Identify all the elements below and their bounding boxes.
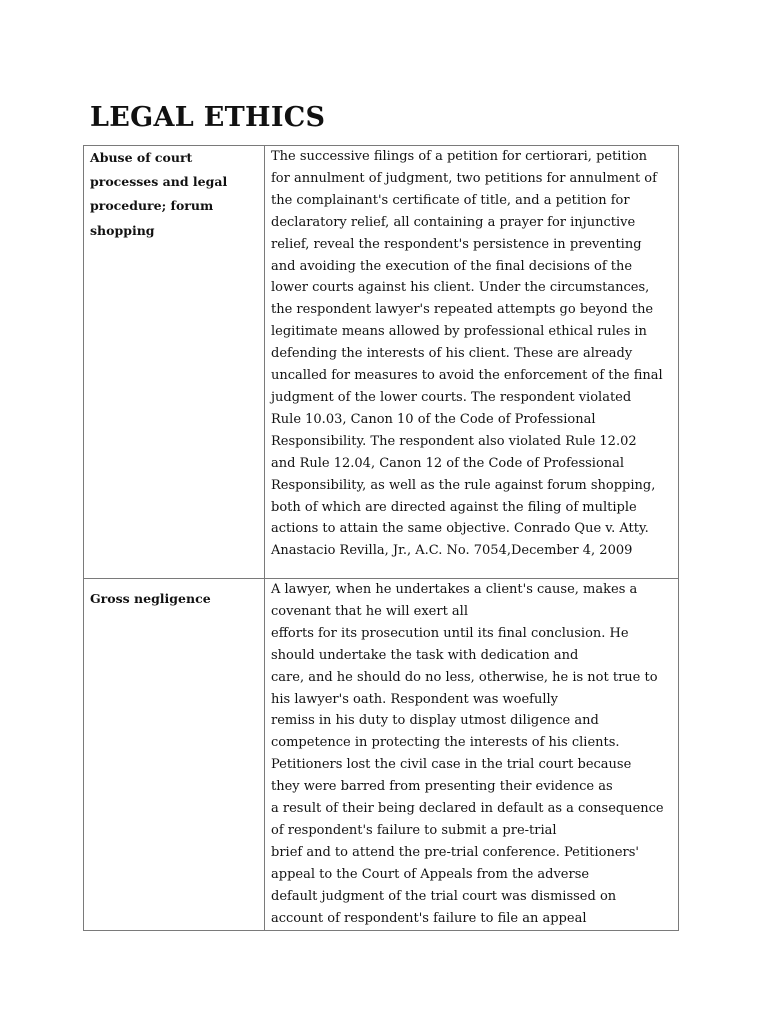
body-line: of respondent's failure to submit a pre-trial xyxy=(271,822,557,838)
body-line: efforts for its prosecution until its final conclusion. He xyxy=(271,625,629,641)
body-line: actions to attain the same objective. Conrado Que v. Atty. xyxy=(271,521,649,537)
body-line: account of respondent's failure to file an appeal xyxy=(271,910,587,926)
body-line: a result of their being declared in default as a consequence xyxy=(271,801,664,817)
body-line: covenant that he will exert all xyxy=(271,603,468,619)
body-line: relief, reveal the respondent's persistence in preventing xyxy=(271,236,642,252)
body-line: Rule 10.03, Canon 10 of the Code of Professional xyxy=(271,411,596,427)
body-line: judgment of the lower courts. The respondent violated xyxy=(271,389,632,405)
body-line: his lawyer's oath. Respondent was woefully xyxy=(271,691,559,707)
body-cell xyxy=(265,146,679,579)
table-row xyxy=(84,146,679,579)
body-line: declaratory relief, all containing a prayer for injunctive xyxy=(271,214,636,230)
body-line: and Rule 12.04, Canon 12 of the Code of Professional xyxy=(271,455,625,471)
body-line: uncalled for measures to avoid the enforcement of the final xyxy=(271,368,663,384)
body-line: A lawyer, when he undertakes a client's cause, makes a xyxy=(271,582,638,597)
body-line: Responsibility. The respondent also violated Rule 12.02 xyxy=(271,433,637,449)
topic-line: Gross negligence xyxy=(90,591,211,606)
body-line: legitimate means allowed by professional ethical rules in xyxy=(271,324,647,340)
body-line: the respondent lawyer's repeated attempts go beyond the xyxy=(271,302,654,318)
table-row xyxy=(84,579,679,931)
body-line: for annulment of judgment, two petitions for annulment of xyxy=(271,170,657,186)
body-line: competence in protecting the interests of his clients. xyxy=(271,735,620,751)
body-line: defending the interests of his client. These are already xyxy=(271,346,633,362)
topic-line: procedure; forum xyxy=(90,198,214,214)
ethics-table xyxy=(83,145,679,931)
body-cell xyxy=(265,579,679,931)
topic-cell xyxy=(84,146,265,579)
topic-line: processes and legal xyxy=(90,174,228,190)
body-line: should undertake the task with dedication and xyxy=(271,647,579,663)
body-line: Responsibility, as well as the rule against forum shopping, xyxy=(271,477,656,493)
body-line: brief and to attend the pre-trial conference. Petitioners' xyxy=(271,844,639,860)
body-line: Anastacio Revilla, Jr., A.C. No. 7054,December 4, 2009 xyxy=(271,543,633,559)
body-line: default judgment of the trial court was dismissed on xyxy=(271,888,617,904)
topic-cell xyxy=(84,579,265,931)
body-line: care, and he should do no less, otherwise, he is not true to xyxy=(271,669,658,685)
body-line: appeal to the Court of Appeals from the adverse xyxy=(271,866,590,882)
body-line: remiss in his duty to display utmost diligence and xyxy=(271,713,599,729)
body-line: Petitioners lost the civil case in the trial court because xyxy=(271,757,632,773)
page-title: LEGAL ETHICS xyxy=(90,102,326,133)
topic-line: shopping xyxy=(90,222,155,238)
body-line: The successive filings of a petition for certiorari, petition xyxy=(271,149,648,164)
body-line: they were barred from presenting their evidence as xyxy=(271,779,613,795)
body-line: and avoiding the execution of the final decisions of the xyxy=(271,258,633,274)
body-line: the complainant's certificate of title, and a petition for xyxy=(271,192,630,208)
body-line: both of which are directed against the filing of multiple xyxy=(271,499,637,515)
topic-line: Abuse of court xyxy=(90,150,193,165)
body-line: lower courts against his client. Under the circumstances, xyxy=(271,280,650,296)
